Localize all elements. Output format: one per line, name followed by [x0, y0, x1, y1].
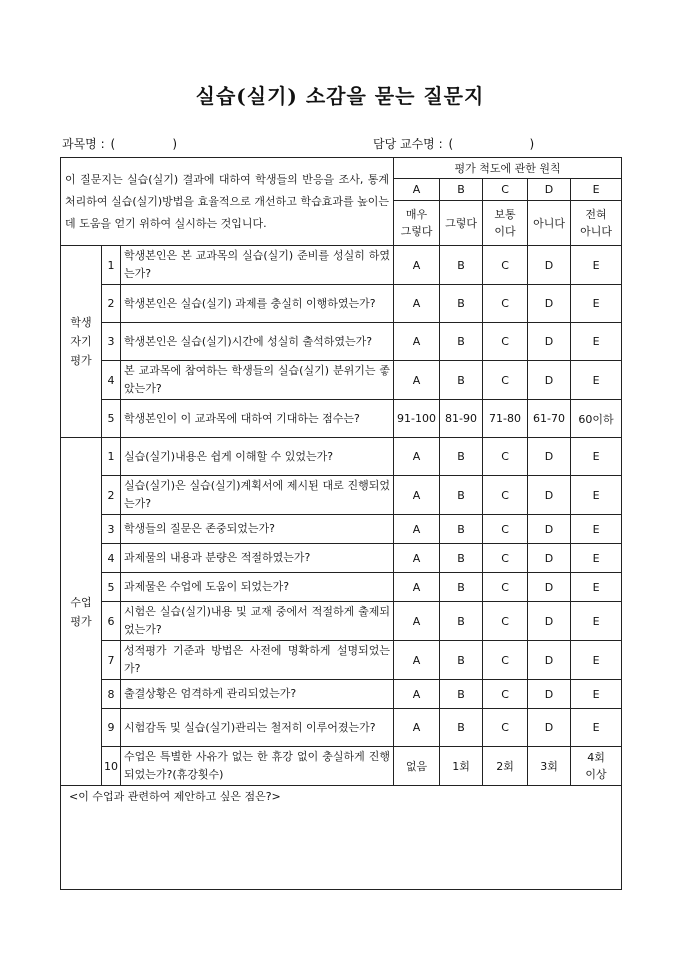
scale-letter: C — [483, 179, 528, 201]
question-number: 2 — [102, 476, 121, 515]
answer-option[interactable]: D — [528, 323, 571, 361]
answer-option[interactable]: E — [571, 285, 622, 323]
answer-option[interactable]: E — [571, 361, 622, 400]
scale-description — [483, 201, 528, 246]
course-name-paren-open: ( — [110, 137, 116, 151]
question-text: 학생본인이 이 교과목에 대하여 기대하는 점수는? — [121, 400, 394, 438]
professor-name-paren-open: ( — [448, 137, 454, 151]
answer-option[interactable]: A — [394, 602, 440, 641]
professor-name-paren-close: ) — [529, 137, 535, 151]
answer-option[interactable]: D — [528, 544, 571, 573]
scale-letter: D — [528, 179, 571, 201]
question-number: 4 — [102, 544, 121, 573]
scale-description-line: 아니다 — [580, 225, 612, 238]
answer-option[interactable]: A — [394, 323, 440, 361]
suggestion-row — [61, 786, 622, 890]
question-text: 성적평가 기준과 방법은 사전에 명확하게 설명되었는가? — [121, 641, 394, 680]
answer-option[interactable]: B — [440, 438, 483, 476]
answer-option[interactable]: E — [571, 680, 622, 709]
page-title: 실습(실기) 소감을 묻는 질문지 — [195, 84, 485, 108]
scale-letter: B — [440, 179, 483, 201]
answer-option[interactable]: B — [440, 285, 483, 323]
answer-option[interactable]: D — [528, 361, 571, 400]
answer-option[interactable]: 61-70 — [528, 400, 571, 438]
answer-option[interactable]: A — [394, 573, 440, 602]
answer-option[interactable]: C — [483, 515, 528, 544]
answer-option[interactable]: 91-100 — [394, 400, 440, 438]
question-text: 시험감독 및 실습(실기)관리는 철저히 이루어졌는가? — [121, 709, 394, 747]
question-number: 3 — [102, 323, 121, 361]
question-number: 5 — [102, 400, 121, 438]
question-number: 4 — [102, 361, 121, 400]
answer-option[interactable]: E — [571, 476, 622, 515]
answer-option[interactable]: 4회 이상 — [571, 747, 622, 786]
question-text: 학생본인은 본 교과목의 실습(실기) 준비를 성실히 하였는가? — [121, 246, 394, 285]
question-number: 8 — [102, 680, 121, 709]
scale-description-line: 매우 — [405, 208, 428, 221]
answer-option[interactable]: 1회 — [440, 747, 483, 786]
question-text: 본 교과목에 참여하는 학생들의 실습(실기) 분위기는 좋았는가? — [121, 361, 394, 400]
question-row — [61, 438, 622, 476]
answer-option[interactable]: C — [483, 680, 528, 709]
scale-description-line: 아니다 — [533, 216, 565, 230]
course-name-label: 과목명 : — [62, 137, 105, 151]
professor-name-label: 담당 교수명 : — [373, 137, 443, 151]
question-row — [61, 709, 622, 747]
answer-option[interactable]: B — [440, 323, 483, 361]
scale-description — [528, 201, 571, 246]
question-number: 9 — [102, 709, 121, 747]
course-name-paren-close: ) — [172, 137, 178, 151]
question-row — [61, 246, 622, 285]
scale-description — [440, 201, 483, 246]
answer-option[interactable]: D — [528, 573, 571, 602]
question-row — [61, 641, 622, 680]
answer-option[interactable]: 71-80 — [483, 400, 528, 438]
answer-option[interactable]: C — [483, 285, 528, 323]
answer-option[interactable]: D — [528, 602, 571, 641]
answer-option[interactable]: C — [483, 246, 528, 285]
course-name-field[interactable] — [62, 135, 177, 152]
answer-option[interactable]: 81-90 — [440, 400, 483, 438]
answer-option[interactable]: A — [394, 285, 440, 323]
question-text: 과제물의 내용과 분량은 적절하였는가? — [121, 544, 394, 573]
question-row — [61, 747, 622, 786]
answer-option[interactable]: D — [528, 246, 571, 285]
answer-option[interactable]: B — [440, 476, 483, 515]
answer-option[interactable]: A — [394, 476, 440, 515]
question-row — [61, 680, 622, 709]
question-row — [61, 323, 622, 361]
question-row — [61, 361, 622, 400]
question-text: 학생본인은 실습(실기)시간에 성실히 출석하였는가? — [121, 323, 394, 361]
answer-option[interactable]: E — [571, 573, 622, 602]
scale-header: 평가 척도에 관한 원칙 — [394, 158, 622, 179]
answer-option[interactable]: D — [528, 709, 571, 747]
answer-option[interactable]: B — [440, 602, 483, 641]
intro-text: 이 질문지는 실습(실기) 결과에 대하여 학생들의 반응을 조사, 통계 처리하여 실습(실기)방법을 효율적으로 개선하고 학습효과를 높이는데 도움을 얻기 위하여 실시하는 것입니다. — [61, 158, 394, 246]
answer-option[interactable]: E — [571, 246, 622, 285]
question-number: 2 — [102, 285, 121, 323]
answer-option[interactable]: B — [440, 361, 483, 400]
suggestion-box[interactable]: <이 수업과 관련하여 제안하고 싶은 점은?> — [61, 786, 622, 890]
question-text: 실습(실기)내용은 쉽게 이해할 수 있었는가? — [121, 438, 394, 476]
answer-option[interactable]: A — [394, 680, 440, 709]
answer-option[interactable]: E — [571, 544, 622, 573]
question-row — [61, 476, 622, 515]
answer-option[interactable]: C — [483, 476, 528, 515]
question-number: 7 — [102, 641, 121, 680]
answer-option[interactable]: 60이하 — [571, 400, 622, 438]
question-text: 출결상황은 엄격하게 관리되었는가? — [121, 680, 394, 709]
question-row — [61, 544, 622, 573]
question-text: 학생본인은 실습(실기) 과제를 충실히 이행하였는가? — [121, 285, 394, 323]
scale-letter: E — [571, 179, 622, 201]
answer-option[interactable]: D — [528, 641, 571, 680]
section-category — [61, 438, 102, 786]
question-text: 시험은 실습(실기)내용 및 교재 중에서 적절하게 출제되었는가? — [121, 602, 394, 641]
answer-option[interactable]: A — [394, 709, 440, 747]
answer-option[interactable]: D — [528, 285, 571, 323]
answer-option[interactable]: B — [440, 709, 483, 747]
scale-description-line: 보통 — [494, 208, 516, 221]
question-text: 실습(실기)은 실습(실기)계획서에 제시된 대로 진행되었는가? — [121, 476, 394, 515]
questionnaire-table — [60, 157, 622, 890]
scale-description — [571, 201, 622, 246]
answer-option[interactable]: A — [394, 361, 440, 400]
answer-option[interactable]: D — [528, 476, 571, 515]
answer-option[interactable]: E — [571, 602, 622, 641]
section-category-line: 수업 — [70, 595, 92, 609]
answer-option[interactable]: B — [440, 573, 483, 602]
answer-option[interactable]: A — [394, 544, 440, 573]
scale-description-line: 이다 — [494, 225, 516, 238]
section-category-line: 자기 — [70, 335, 92, 348]
question-number: 1 — [102, 246, 121, 285]
answer-option[interactable]: C — [483, 438, 528, 476]
answer-option[interactable]: 2회 — [483, 747, 528, 786]
answer-option[interactable]: C — [483, 323, 528, 361]
section-category — [61, 246, 102, 438]
answer-option[interactable]: 없음 — [394, 747, 440, 786]
answer-option[interactable]: E — [571, 709, 622, 747]
question-text: 과제물은 수업에 도움이 되었는가? — [121, 573, 394, 602]
scale-description-line: 그렇다 — [445, 216, 477, 230]
question-number: 1 — [102, 438, 121, 476]
answer-option[interactable]: B — [440, 680, 483, 709]
question-text: 학생들의 질문은 존중되었는가? — [121, 515, 394, 544]
answer-option[interactable]: A — [394, 246, 440, 285]
answer-option[interactable]: D — [528, 515, 571, 544]
answer-option[interactable]: C — [483, 361, 528, 400]
question-row — [61, 400, 622, 438]
answer-option[interactable]: E — [571, 641, 622, 680]
question-row — [61, 602, 622, 641]
question-text: 수업은 특별한 사유가 없는 한 휴강 없이 충실하게 진행되었는가?(휴강횟수) — [121, 747, 394, 786]
scale-description-line: 전혀 — [585, 208, 607, 221]
professor-name-field[interactable] — [373, 135, 534, 152]
answer-option[interactable]: B — [440, 246, 483, 285]
question-row — [61, 515, 622, 544]
answer-option[interactable]: B — [440, 515, 483, 544]
answer-option[interactable]: C — [483, 602, 528, 641]
answer-option[interactable]: A — [394, 641, 440, 680]
answer-option[interactable]: A — [394, 515, 440, 544]
answer-option[interactable]: C — [483, 544, 528, 573]
answer-option[interactable]: E — [571, 515, 622, 544]
answer-option[interactable]: B — [440, 641, 483, 680]
answer-option[interactable]: B — [440, 544, 483, 573]
question-row — [61, 573, 622, 602]
section-category-line: 학생 — [70, 316, 92, 329]
scale-description-line: 그렇다 — [400, 225, 433, 238]
question-row — [61, 285, 622, 323]
scale-description — [394, 201, 440, 246]
question-number: 5 — [102, 573, 121, 602]
scale-letter: A — [394, 179, 440, 201]
answer-option[interactable]: A — [394, 438, 440, 476]
answer-option[interactable]: D — [528, 438, 571, 476]
answer-option[interactable]: 3회 — [528, 747, 571, 786]
section-category-line: 평가 — [70, 354, 92, 367]
answer-option[interactable]: C — [483, 573, 528, 602]
answer-option[interactable]: C — [483, 641, 528, 680]
question-number: 3 — [102, 515, 121, 544]
answer-option[interactable]: E — [571, 323, 622, 361]
question-number: 6 — [102, 602, 121, 641]
answer-option[interactable]: C — [483, 709, 528, 747]
answer-option[interactable]: D — [528, 680, 571, 709]
question-number: 10 — [102, 747, 121, 786]
answer-option[interactable]: E — [571, 438, 622, 476]
section-category-line: 평가 — [70, 614, 92, 628]
